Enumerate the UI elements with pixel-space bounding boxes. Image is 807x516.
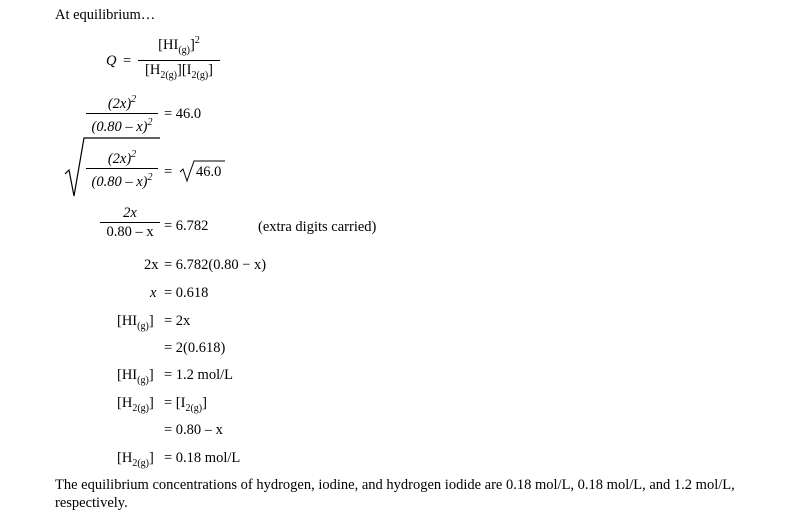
step9-rhs: = $[I_{2(g)}]$ [164, 395, 207, 414]
step3-fraction: 2x 0.80 – x [100, 204, 160, 241]
step7-rhs: = 2(0.618) [164, 340, 226, 356]
intro-text: At equilibrium… [55, 7, 156, 23]
step2-rhs: 46.0 [196, 164, 222, 180]
step1-fraction: $(2x)^2$ (0.80 – x)$^2$ [86, 91, 158, 136]
step6-rhs: = 2x [164, 313, 191, 329]
step9-lhs: $[H_{2(g)}]$ [117, 395, 154, 414]
step2-fraction: $(2x)^2$ (0.80 – x)$^2$ [86, 146, 158, 191]
step4-rhs: = 6.782(0.80 − x) [164, 257, 267, 273]
q-numerator: $[HI_{(g)}]^2$ [158, 35, 200, 56]
step11-lhs: $[H_{2(g)}]$ [117, 450, 154, 469]
step1-rhs: = 46.0 [164, 106, 202, 122]
step6-lhs: $[HI_{(g)}]$ [117, 313, 154, 332]
step3-rhs: = 6.782 [164, 218, 209, 234]
step10-rhs: = 0.80 – x [164, 422, 223, 438]
conclusion-line2: respectively. [55, 495, 128, 511]
step11-rhs: = 0.18 mol/L [164, 450, 241, 466]
step8-rhs: = 1.2 mol/L [164, 367, 233, 383]
step5-rhs: = 0.618 [164, 285, 209, 301]
step4-lhs: 2x [144, 257, 159, 273]
q-denominator: $[H_{2(g)}][I_{2(g)}]$ [145, 62, 213, 81]
q-symbol: Q [106, 53, 117, 69]
step5-lhs: x [150, 285, 157, 301]
step3-note: (extra digits carried) [258, 219, 377, 235]
step2-equals: = [164, 164, 173, 180]
q-fraction [138, 32, 220, 85]
step8-lhs: $[HI_{(g)}]$ [117, 367, 154, 386]
conclusion-line1: The equilibrium concentrations of hydrogen, iodine, and hydrogen iodide are 0.18 mol/L, 0.18 mol/L, and 1.2 mol/L, [55, 477, 735, 493]
q-equals: = [123, 53, 132, 69]
